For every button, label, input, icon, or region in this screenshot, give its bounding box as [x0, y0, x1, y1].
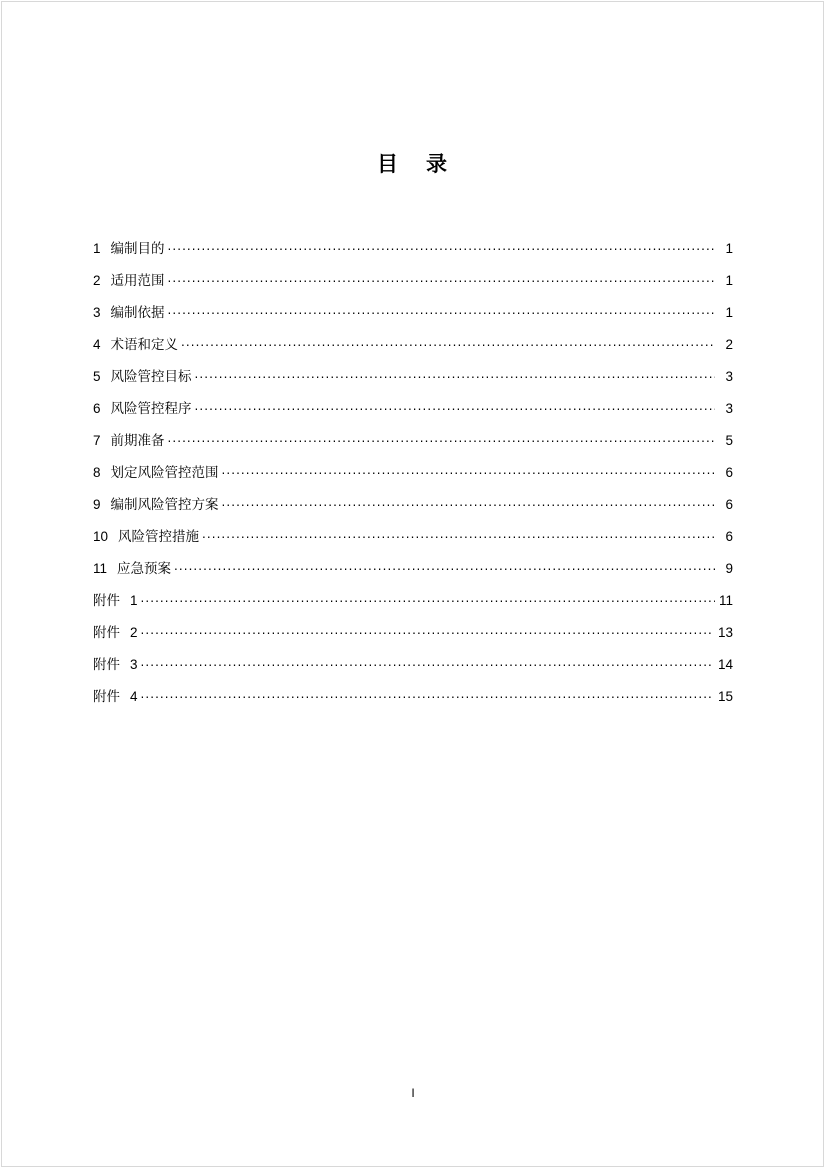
- toc-entry[interactable]: [93, 400, 733, 432]
- toc-entry-page: 6: [725, 497, 733, 512]
- toc-entry-number: 7: [93, 433, 101, 448]
- toc-entry-page: 13: [717, 625, 733, 640]
- toc-leader-dots: [195, 368, 715, 381]
- toc-entry-number: 2: [93, 273, 101, 288]
- toc-entry-label: 前期准备: [110, 433, 165, 448]
- toc-leader-dots: [195, 400, 715, 413]
- toc-entry-page: 2: [725, 337, 733, 352]
- toc-leader-dots: [168, 240, 715, 253]
- toc-entry-page: 1: [725, 241, 733, 256]
- toc-entry-number: 8: [93, 465, 101, 480]
- toc-entry-label: 适用范围: [110, 273, 165, 288]
- toc-entry-number: 3: [93, 305, 101, 320]
- toc-entry-page: 14: [717, 657, 733, 672]
- toc-entry-label: 划定风险管控范围: [110, 465, 219, 480]
- toc-entry[interactable]: [93, 656, 733, 688]
- toc-entry-number: 附件: [93, 689, 120, 704]
- toc-leader-dots: [141, 592, 715, 605]
- toc-entry-number: 10: [93, 529, 109, 544]
- toc-entry[interactable]: [93, 336, 733, 368]
- toc-entry-label: 风险管控措施: [118, 529, 200, 544]
- toc-entry[interactable]: [93, 592, 733, 624]
- toc-leader-dots: [141, 624, 714, 637]
- toc-leader-dots: [141, 688, 714, 701]
- toc-entry-page: 3: [725, 369, 733, 384]
- toc-entry-number: 11: [93, 561, 108, 576]
- toc-entry[interactable]: [93, 464, 733, 496]
- toc-entry-number: 4: [93, 337, 101, 352]
- toc-entry-label: 4: [130, 689, 138, 704]
- toc-entry[interactable]: [93, 560, 733, 592]
- table-of-contents: [93, 240, 733, 720]
- toc-entry-page: 11: [718, 593, 733, 608]
- toc-entry-number: 5: [93, 369, 101, 384]
- toc-entry[interactable]: [93, 304, 733, 336]
- toc-leader-dots: [168, 432, 715, 445]
- toc-leader-dots: [222, 464, 715, 477]
- page-content: [93, 0, 733, 720]
- toc-entry-page: 6: [725, 529, 733, 544]
- toc-entry-label: 应急预案: [117, 561, 172, 576]
- toc-entry[interactable]: [93, 528, 733, 560]
- toc-entry-label: 编制风险管控方案: [110, 497, 219, 512]
- toc-entry-page: 1: [725, 273, 733, 288]
- toc-leader-dots: [222, 496, 715, 509]
- title-char-1: 目: [377, 153, 400, 176]
- toc-entry-label: 编制目的: [110, 241, 165, 256]
- toc-entry-page: 3: [725, 401, 733, 416]
- toc-entry-page: 6: [725, 465, 733, 480]
- toc-entry-page: 15: [717, 689, 733, 704]
- toc-entry[interactable]: [93, 624, 733, 656]
- title-char-2: 录: [426, 153, 449, 176]
- toc-leader-dots: [168, 304, 715, 317]
- toc-entry[interactable]: [93, 272, 733, 304]
- toc-entry-number: 1: [93, 241, 101, 256]
- toc-entry-label: 风险管控目标: [110, 369, 192, 384]
- toc-entry-label: 1: [130, 593, 138, 608]
- toc-entry[interactable]: [93, 240, 733, 272]
- toc-entry-label: 编制依据: [110, 305, 165, 320]
- toc-entry-number: 6: [93, 401, 101, 416]
- toc-entry-page: 9: [725, 561, 733, 576]
- page-footer: I: [411, 1086, 415, 1100]
- toc-entry-page: 5: [725, 433, 733, 448]
- toc-leader-dots: [181, 336, 715, 349]
- toc-entry[interactable]: [93, 432, 733, 464]
- toc-entry-number: 9: [93, 497, 101, 512]
- toc-leader-dots: [141, 656, 714, 669]
- toc-entry-number: 附件: [93, 625, 120, 640]
- toc-entry-page: 1: [725, 305, 733, 320]
- toc-entry-label: 术语和定义: [110, 337, 179, 352]
- toc-entry-label: 风险管控程序: [110, 401, 192, 416]
- toc-leader-dots: [202, 528, 715, 541]
- toc-entry-number: 附件: [93, 593, 120, 608]
- toc-entry-number: 附件: [93, 657, 120, 672]
- toc-entry-label: 3: [130, 657, 138, 672]
- toc-entry[interactable]: [93, 496, 733, 528]
- toc-leader-dots: [174, 560, 715, 573]
- toc-entry[interactable]: [93, 688, 733, 720]
- page-title: [93, 148, 733, 178]
- toc-leader-dots: [168, 272, 715, 285]
- toc-entry[interactable]: [93, 368, 733, 400]
- toc-entry-label: 2: [130, 625, 138, 640]
